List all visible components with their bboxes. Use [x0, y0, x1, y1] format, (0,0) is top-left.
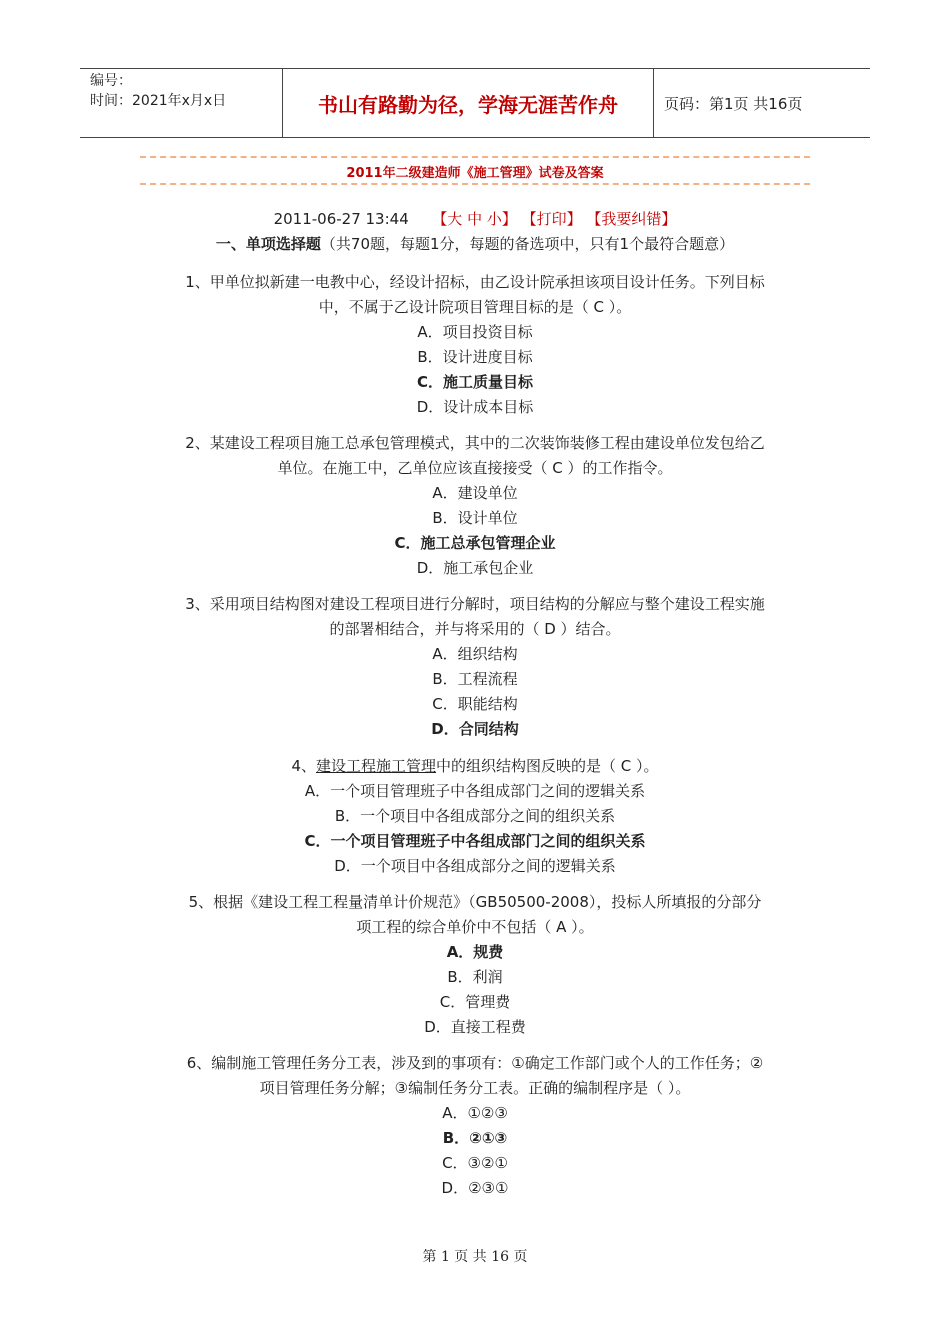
- option: A．项目投资目标: [417, 323, 533, 341]
- option: B．设计进度目标: [417, 348, 533, 366]
- question-stem: 2、某建设工程项目施工总承包管理模式，其中的二次装饰装修工程由建设单位发包给乙: [185, 434, 765, 452]
- option: C．职能结构: [432, 695, 518, 713]
- option-correct: D．合同结构: [431, 720, 519, 738]
- option: B．一个项目中各组成部分之间的组织关系: [334, 807, 616, 825]
- date-label: 时间：2021年x月x日: [90, 93, 227, 109]
- section-desc: （共70题，每题1分，每题的备选项中，只有1个最符合题意）: [320, 235, 735, 253]
- divider: [140, 156, 810, 158]
- publish-date: 2011-06-27 13:44: [273, 210, 409, 228]
- option: A．建设单位: [432, 484, 518, 502]
- question-stem: 6、编制施工管理任务分工表，涉及到的事项有：①确定工作部门或个人的工作任务；②: [186, 1054, 764, 1072]
- option: D．②③①: [441, 1179, 509, 1197]
- option-correct: A．规费: [446, 943, 504, 961]
- section-title: 一、单项选择题: [215, 235, 321, 253]
- page-footer: 第 1 页 共 16 页: [422, 1249, 528, 1265]
- question-stem: 5、根据《建设工程工程量清单计价规范》（GB50500-2008），投标人所填报的分部分: [188, 893, 762, 911]
- number-label: 编号：: [90, 73, 132, 89]
- page-info: 页码：第1页 共16页: [664, 94, 803, 113]
- question-stem: 1、甲单位拟新建一电教中心，经设计招标，由乙设计院承担该项目设计任务。下列目标: [185, 273, 765, 291]
- font-size-link[interactable]: 【大 中 小】: [432, 210, 517, 228]
- option: D．直接工程费: [424, 1018, 526, 1036]
- document-title: 2011年二级建造师《施工管理》试卷及答案: [346, 166, 604, 181]
- section-heading: [0, 233, 950, 255]
- question-stem: 的部署相结合，并与将采用的（ D ）结合。: [329, 620, 621, 638]
- option: D．施工承包企业: [416, 559, 534, 577]
- option: A．一个项目管理班子中各组成部门之间的逻辑关系: [304, 782, 646, 800]
- question-stem: 单位。在施工中，乙单位应该直接接受（ C ）的工作指令。: [277, 459, 673, 477]
- question-stem: 项目管理任务分解；③编制任务分工表。正确的编制程序是（ ）。: [259, 1079, 691, 1097]
- option: D．设计成本目标: [416, 398, 534, 416]
- option: C．管理费: [439, 993, 511, 1011]
- header-motto-cell: [283, 69, 654, 137]
- option: C．③②①: [442, 1154, 508, 1172]
- report-error-link[interactable]: 【我要纠错】: [586, 210, 677, 228]
- option-correct: C．施工总承包管理企业: [394, 534, 556, 552]
- header-page-cell: [654, 69, 870, 137]
- option-correct: C．一个项目管理班子中各组成部门之间的组织关系: [304, 832, 646, 850]
- header-meta-cell: [80, 69, 283, 137]
- option: B．利润: [447, 968, 503, 986]
- print-link[interactable]: 【打印】: [521, 210, 582, 228]
- option: B．设计单位: [432, 509, 518, 527]
- option-correct: C．施工质量目标: [416, 373, 533, 391]
- question-stem: 项工程的综合单价中不包括（ A ）。: [356, 918, 594, 936]
- divider: [140, 183, 810, 185]
- question-stem: 4、建设工程施工管理中的组织结构图反映的是（ C ）。: [291, 757, 659, 775]
- construction-management-link[interactable]: 建设工程施工管理: [316, 757, 437, 775]
- option-correct: B．②①③: [442, 1129, 508, 1147]
- option: A．组织结构: [432, 645, 518, 663]
- meta-line: [0, 208, 950, 230]
- option: A．①②③: [442, 1104, 508, 1122]
- question-stem: 3、采用项目结构图对建设工程项目进行分解时，项目结构的分解应与整个建设工程实施: [185, 595, 765, 613]
- option: D．一个项目中各组成部分之间的逻辑关系: [334, 857, 616, 875]
- option: B．工程流程: [432, 670, 518, 688]
- question-stem: 中，不属于乙设计院项目管理目标的是（ C ）。: [318, 298, 632, 316]
- document-header: [80, 68, 870, 138]
- motto: 书山有路勤为径，学海无涯苦作舟: [318, 92, 618, 117]
